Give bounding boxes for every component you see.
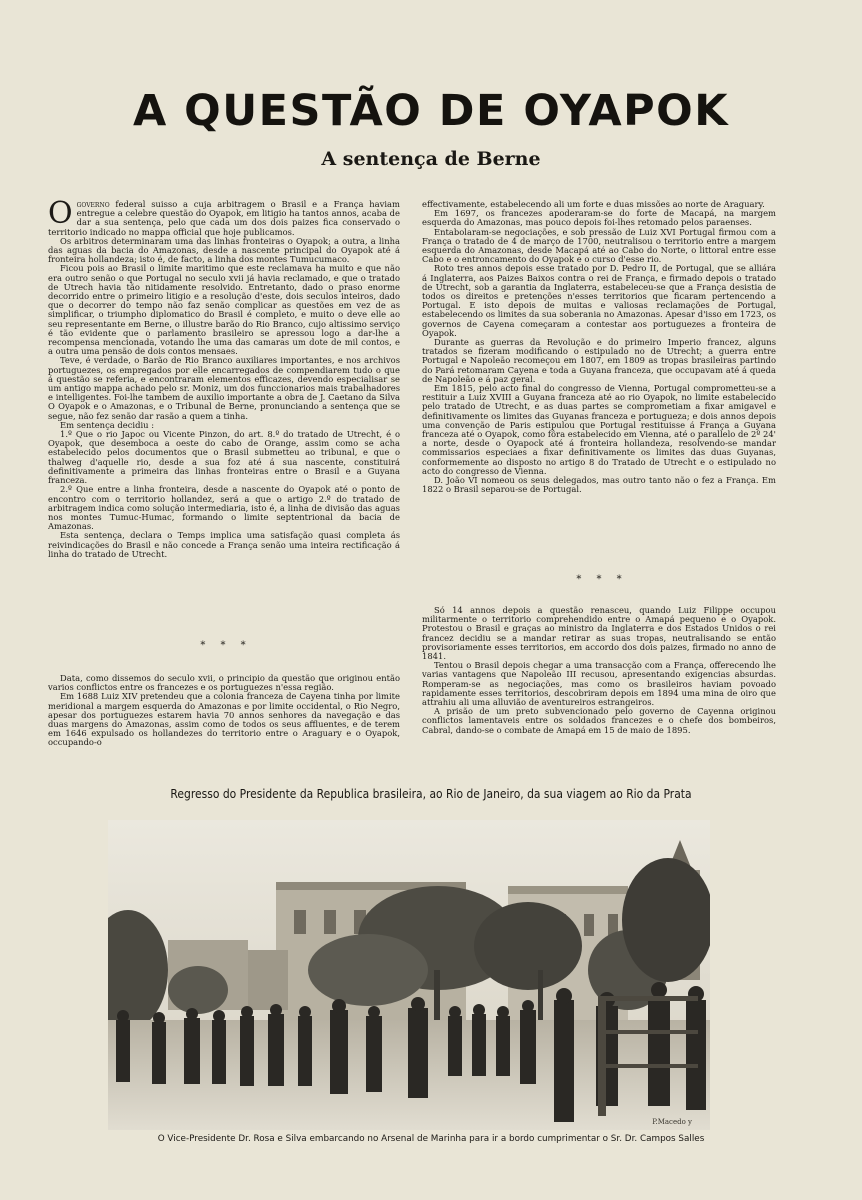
article-paragraph: Tentou o Brasil depois chegar a uma transacção com a França, offerecendo lhe varias vantagens que Napoleão III recusou, apresentando exigencias absurdas. Romperam-se as negociações, mas como os brasileiros haviam povoado rapidamente esses territorios, descobriram depois em 1894 uma mina de oiro que attrahiu ali uma alluvião de aventureiros estrangeiros.: [422, 660, 776, 708]
photo-scene: [108, 820, 710, 1130]
photographer-signature: P.Macedo y: [652, 1118, 692, 1126]
article-paragraph: Teve, é verdade, o Barão de Rio Branco auxiliares importantes, e nos archivos portuguezes, os empregados por elle encarregados de compendiarem tudo o que á questão se referia, e encontraram elementos efficazes, devendo especialisar se um antigo mappa achado pelo sr. Moniz, um dos funccionarios mais trabalhadores e intelligentes. Foi-lhe tambem de auxilio importante a obra de J. Caetano da Silva O Oyapok e o Amazonas, e o Tribunal de Berne, pronunciando a sentença que se segue, não fez senão dar rasão a quem a tinha.: [48, 355, 400, 421]
photo-caption: O Vice-Presidente Dr. Rosa e Silva embarcando no Arsenal de Marinha para ir a bordo cumprimentar o Sr. Dr. Campos Salles: [157, 1134, 705, 1144]
page-subtitle: A sentença de Berne: [321, 148, 541, 170]
article-paragraph: effectivamente, estabelecendo ali um forte e duas missões ao norte de Araguary.: [422, 200, 765, 209]
article-paragraph: Esta sentença, declara o Temps implica uma satisfação quasi completa ás reivindicações do Brasil e não concede a França senão uma inteira rectificação á linha do tratado de Utrecht.: [48, 530, 400, 559]
section-separator: * * *: [200, 640, 252, 651]
article-paragraph: Os arbitros determinaram uma das linhas fronteiras o Oyapok; a outra, a linha das aguas da bacia do Amazonas, desde a nascente principal do Oyapok até á fronteira hollandeza; isto é, de facto, a linha dos montes Tumucumaco.: [48, 235, 400, 265]
article-paragraph: D. João VI nomeou os seus delegados, mas outro tanto não o fez a França. Em 1822 o Brasil separou-se de Portugal.: [422, 475, 776, 495]
paragraph-text: federal suisso a cuja arbitragem o Brasil e a França haviam entregue a celebre questão do Oyapok, em litigio ha tantos annos, acaba de dar a sua sentença, pelo que cada um dos dois paizes fica conservado o territorio indicado no mappa official que hoje publicamos.: [48, 200, 400, 237]
article-paragraph: Data, como dissemos do seculo xvii, o principio da questão que originou então varios conflictos entre os francezes e os portuguezes n'essa região.: [48, 674, 400, 693]
article-paragraph: A prisão de um preto subvencionado pelo governo de Cayenna originou conflictos lamentaveis entre os soldados francezes e o chefe dos bombeiros, Cabral, dando-se o combate de Amapá em 15 de maio de 1895.: [422, 706, 776, 735]
article-paragraph: Só 14 annos depois a questão renasceu, quando Luiz Filippe occupou militarmente o territorio comprehendido entre o Amapá pequeno e o Oyapok. Protestou o Brasil e graças ao ministro da Inglaterra e dos Estados Unidos o rei francez decidiu se a mandar retirar as suas tropas, neutralisando se então provisoriamente esses territorios, em accordo dos dois paizes, firmado no anno de 1841.: [422, 606, 776, 662]
photo-heading: Regresso do Presidente da Republica brasileira, ao Rio de Janeiro, da sua viagem ao Rio da Prata: [170, 786, 692, 801]
article-left-column: [48, 200, 400, 612]
article-paragraph: [48, 200, 400, 237]
article-paragraph: Durante as guerras da Revolução e do primeiro Imperio francez, alguns tratados se fizeram modificando o estipulado no de Utrecht; a guerra entre Portugal e Napoleão recomeçou em 1807, em 1809 as tropas brasileiras partindo do Pará retomaram Cayena e toda a Guyana franceza, que occupavam até á queda de Napoleão e á paz geral.: [422, 337, 776, 384]
section-separator: * * *: [576, 574, 628, 585]
article-paragraph: Em 1688 Luiz XIV pretendeu que a colonia franceza de Cayena tinha por limite meridional a margem esquerda do Amazonas e por limite occidental, o Rio Negro, apesar dos portuguezes estarem havia 70 annos senhores da navegação e das duas margens do Amazonas, assim como de todos os seus affluentes, e de terem em 1646 expulsado os hollandezes do territorio entre o Araguary e o Oyapok, occupando-o: [48, 691, 400, 748]
article-right-column: [422, 200, 776, 584]
drop-cap: O: [48, 200, 73, 231]
first-word: governo: [76, 200, 110, 209]
article-paragraph: Entabolaram-se negociações, e sob pressão de Luiz XVI Portugal firmou com a França o tratado de 4 de março de 1700, neutralisou o territorio entre a margem esquerda do Amazonas, desde Macapá até ao Cabo do Norte, o littoral entre esse Cabo e o entroncamento do Oyapok e o curso d'esse rio.: [422, 226, 776, 265]
article-right-column-lower: [422, 606, 776, 772]
article-paragraph: 1.º Que o rio Japoc ou Vicente Pinzon, do art. 8.º do tratado de Utrecht, é o Oyapok, que desemboca a oeste do cabo de Orange, assim como se acha estabelecido pelos documentos que o Brasil submetteu ao tribunal, e que o thalweg d'aquelle rio, desde a sua foz até á sua nascente, constituirá definitivamente a primeira das linhas fronteiras entre o Brasil e a Guyana franceza.: [48, 429, 400, 486]
article-paragraph: Ficou pois ao Brasil o limite maritimo que este reclamava ha muito e que não era outro senão o que Portugal no seculo xvii já havia reclamado, e que o tratado de Utrech havia tão nitidamente resolvido. Entretanto, dado o praso enorme decorrido entre o primeiro litigio e a resolução d'este, dois seculos inteiros, dado que o decorrer do tempo não faz senão complicar as questões em vez de as simplificar, o triumpho diplomatico do Brasil é completo, e muito o deve elle ao seu representante em Berne, o illustre barão do Rio Branco, cujo altissimo serviço é tão evidente que o parlamento brasileiro se apressou logo a dar-lhe a recompensa mencionada, votando lhe uma das camaras um dote de mil contos, e a outra uma pensão de dois contos mensaes.: [48, 263, 400, 357]
article-paragraph: Em 1815, pelo acto final do congresso de Vienna, Portugal comprometteu-se a restituir a Luiz XVIII a Guyana franceza até ao rio Oyapok, no limite estabelecido pelo tratado de Utrecht, e as duas partes se comprometiam a fixar amigavel e definitivamente os limites das Guyanas franceza e portugueza; e dois annos depois uma convenção de Paris estipulou que Portugal restituisse á França a Guyana franceza até o Oyapok, como fôra estabelecido em Vienna, até o parallelo de 2º 24' a norte, desde o Oyapock até á fronteira hollandeza, resolvendo-se mandar commissarios especiaes a fixar definitivamente os limites das duas Guyanas, conformemente ao disposto no artigo 8 do Tratado de Utrecht e o estipulado no acto do congresso de Vienna.: [422, 383, 776, 476]
article-left-column-lower: [48, 674, 400, 770]
article-paragraph: Roto tres annos depois esse tratado por D. Pedro II, de Portugal, que se alliára á Inglaterra, aos Paizes Baixos contra o rei de França, e firmado depois o tratado de Utrecht, sob a garantia da Inglaterra, estabeleceu-se que a França desistia de todos os direitos e pretenções n'esses territorios que ficaram pertencendo a Portugal. E isto depois de muitas e valiosas reclamações de Portugal, estabelecendo os limites da sua soberania no Amazonas. Apesar d'isso em 1723, os governos de Cayena começaram a contestar aos portuguezes a fronteira de Oyapok.: [422, 263, 776, 338]
article-paragraph: Em sentença decidiu :: [60, 419, 155, 430]
page-title: A QUESTÃO DE OYAPOK: [132, 86, 730, 136]
article-paragraph: Em 1697, os francezes apoderaram-se do forte de Macapá, na margem esquerda do Amazonas, mas pouco depois foi-lhes retomado pelos paraenses.: [422, 208, 776, 228]
photograph: [108, 820, 710, 1130]
article-paragraph: 2.º Que entre a linha fronteira, desde a nascente do Oyapok até o ponto de encontro com o territorio hollandez, será a que o artigo 2.º do tratado de arbitragem indica como solução intermediaria, isto é, a linha de divisão das aguas nos montes Tumuc-Humac, formando o limite septentrional da bacia de Amazonas.: [48, 484, 400, 532]
